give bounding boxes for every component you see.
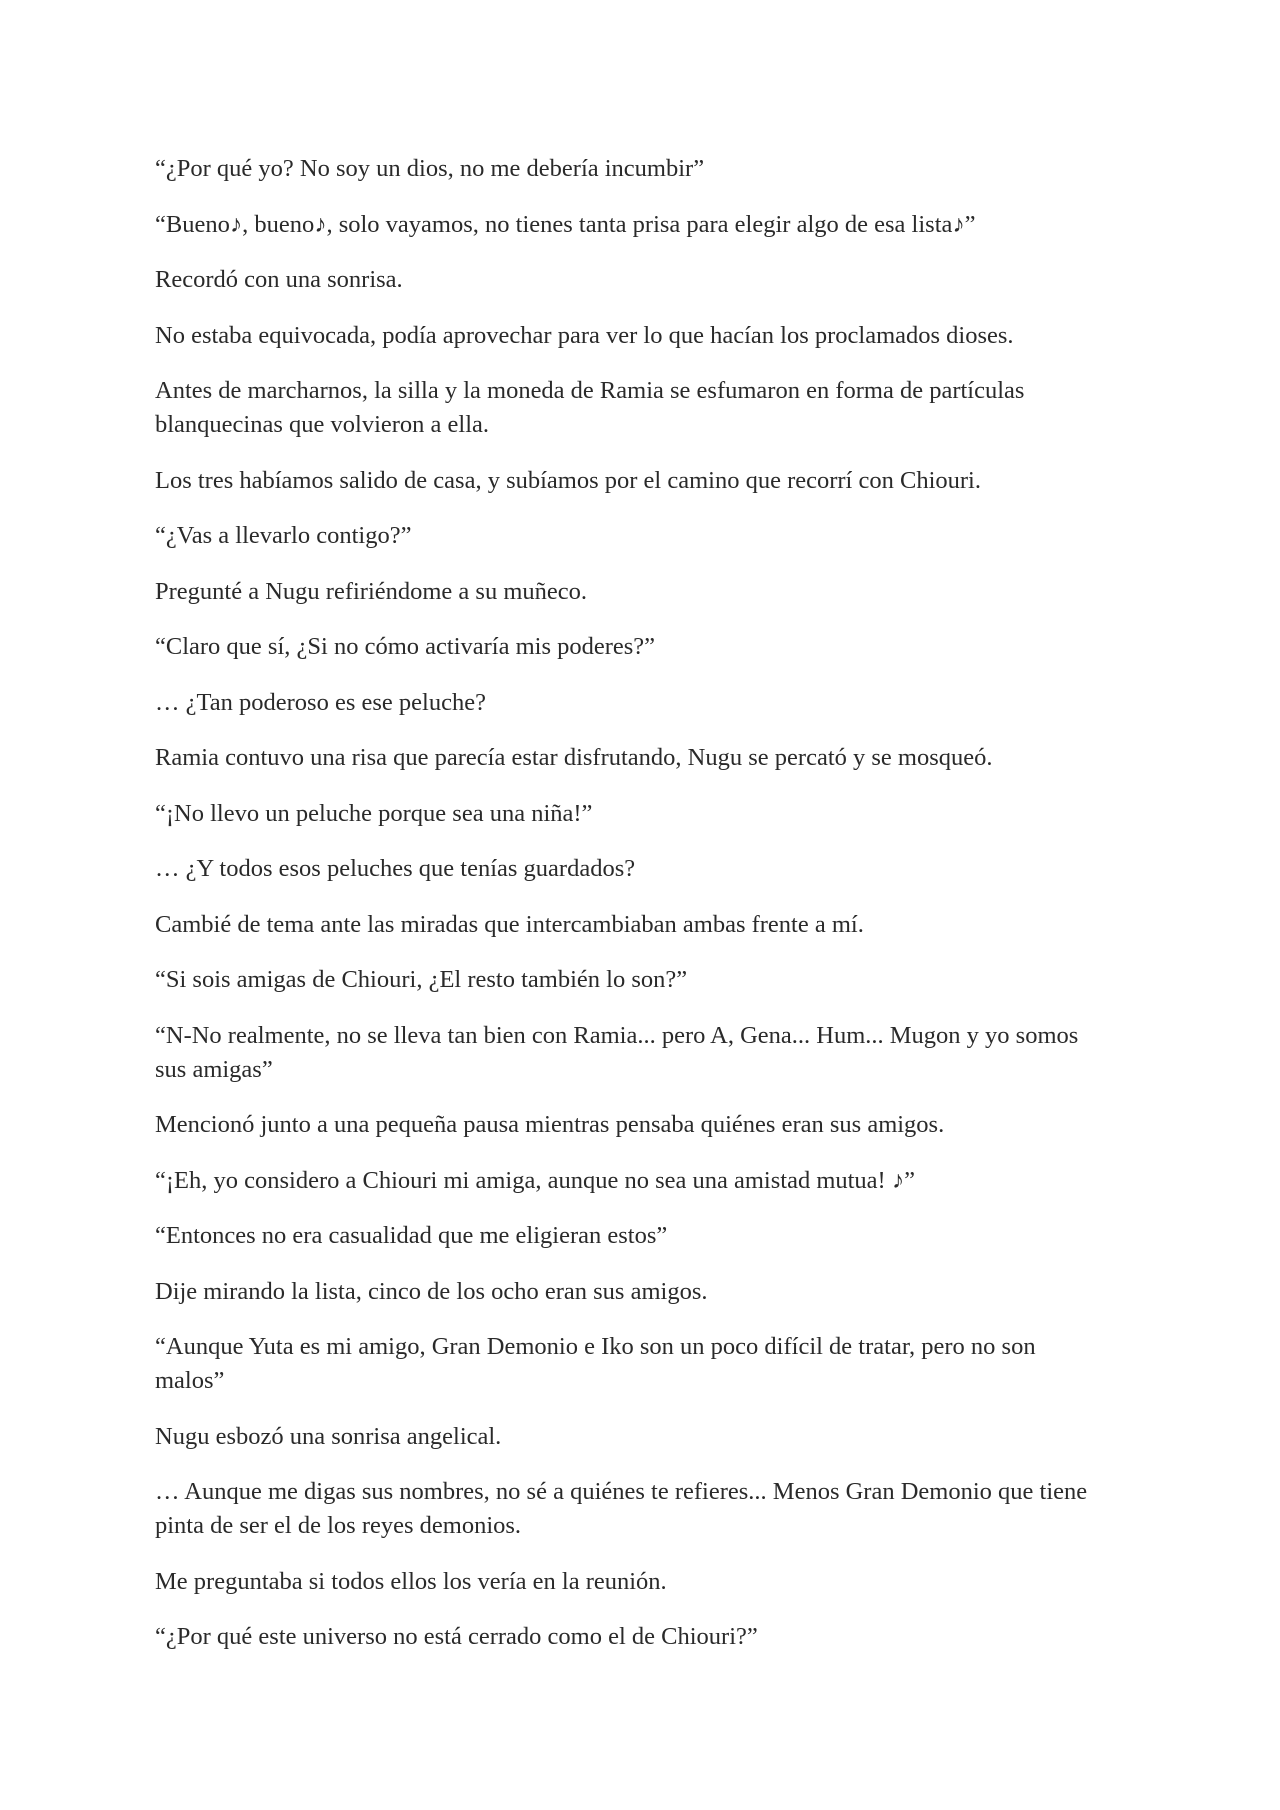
paragraph: “Entonces no era casualidad que me eligieran estos”	[155, 1222, 668, 1249]
paragraph: Pregunté a Nugu refiriéndome a su muñeco.	[155, 577, 588, 605]
paragraph: “N-No realmente, no se lleva tan bien con Ramia... pero A, Gena... Hum... Mugon y yo somos sus amigas”	[155, 1021, 1079, 1083]
paragraph: “Claro que sí, ¿Si no cómo activaría mis poderes?”	[155, 633, 656, 660]
paragraph: “¿Por qué este universo no está cerrado como el de Chiouri?”	[155, 1623, 758, 1650]
paragraph: Me preguntaba si todos ellos los vería en la reunión.	[155, 1567, 667, 1595]
paragraph: “Aunque Yuta es mi amigo, Gran Demonio e Iko son un poco difícil de tratar, pero no son malos”	[155, 1333, 1036, 1394]
paragraph: “Bueno♪, bueno♪, solo vayamos, no tienes tanta prisa para elegir algo de esa lista♪”	[155, 210, 976, 238]
paragraph: Antes de marcharnos, la silla y la moneda de Ramia se esfumaron en forma de partículas blanquecinas que volvieron a ella.	[155, 377, 1025, 438]
paragraph: … Aunque me digas sus nombres, no sé a quiénes te refieres... Menos Gran Demonio que tiene pinta de ser el de los reyes demonios.	[155, 1478, 1088, 1539]
paragraph: Recordó con una sonrisa.	[155, 266, 403, 293]
paragraph: Los tres habíamos salido de casa, y subíamos por el camino que recorrí con Chiouri.	[155, 466, 981, 494]
paragraph: “¿Por qué yo? No soy un dios, no me debería incumbir”	[155, 155, 705, 182]
paragraph: … ¿Y todos esos peluches que tenías guardados?	[155, 855, 636, 882]
paragraph: “¡Eh, yo considero a Chiouri mi amiga, aunque no sea una amistad mutua! ♪”	[155, 1166, 915, 1194]
paragraph: Cambié de tema ante las miradas que intercambiaban ambas frente a mí.	[155, 910, 864, 938]
paragraph: Ramia contuvo una risa que parecía estar disfrutando, Nugu se percató y se mosqueó.	[155, 744, 993, 771]
paragraph: No estaba equivocada, podía aprovechar para ver lo que hacían los proclamados dioses.	[155, 321, 1014, 349]
paragraph: Dije mirando la lista, cinco de los ocho eran sus amigos.	[155, 1277, 708, 1305]
paragraph: “¡No llevo un peluche porque sea una niña!”	[155, 799, 593, 827]
paragraph: “Si sois amigas de Chiouri, ¿El resto también lo son?”	[155, 966, 688, 993]
paragraph: “¿Vas a llevarlo contigo?”	[155, 522, 412, 549]
paragraph: … ¿Tan poderoso es ese peluche?	[155, 688, 486, 716]
paragraph: Nugu esbozó una sonrisa angelical.	[155, 1422, 502, 1450]
paragraph: Mencionó junto a una pequeña pausa mientras pensaba quiénes eran sus amigos.	[155, 1111, 945, 1138]
text-body	[155, 152, 1095, 1676]
